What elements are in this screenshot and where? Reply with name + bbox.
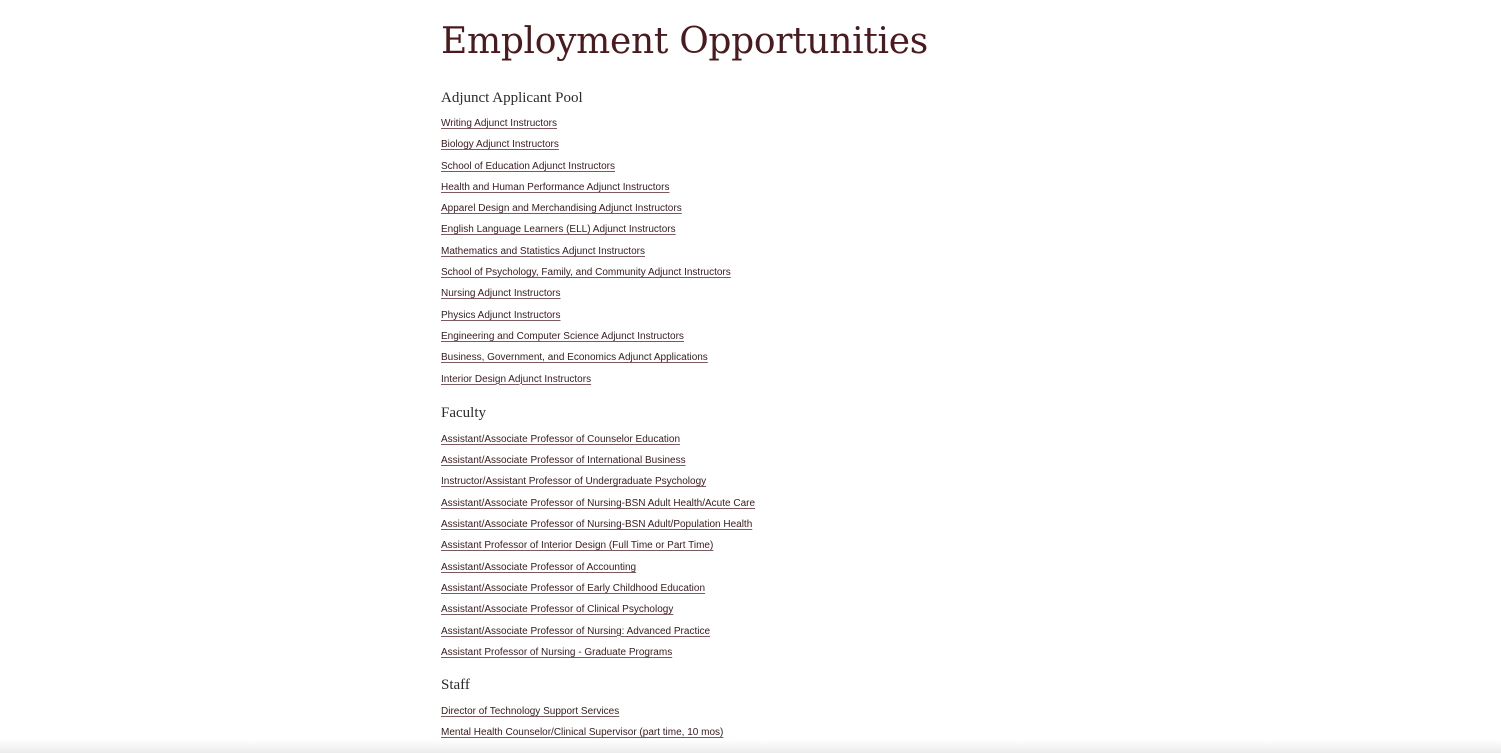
list-item — [441, 557, 1061, 578]
job-list — [441, 701, 1061, 744]
page-title: Employment Opportunities — [441, 21, 928, 62]
list-item — [441, 177, 1061, 198]
job-link[interactable]: Business, Government, and Economics Adjunct Applications — [441, 352, 708, 364]
list-item — [441, 514, 1061, 535]
list-item — [441, 701, 1061, 722]
job-link[interactable]: Health and Human Performance Adjunct Instructors — [441, 181, 670, 193]
list-item — [441, 493, 1061, 514]
job-link[interactable]: Assistant/Associate Professor of International Business — [441, 455, 686, 467]
list-item — [441, 578, 1061, 599]
job-link[interactable]: Director of Technology Support Services — [441, 706, 620, 718]
list-item — [441, 535, 1061, 556]
job-link[interactable]: School of Education Adjunct Instructors — [441, 160, 615, 172]
job-link[interactable]: Assistant/Associate Professor of Nursing-BSN Adult Health/Acute Care — [441, 497, 756, 509]
list-item — [441, 369, 1061, 390]
job-link[interactable]: Nursing Adjunct Instructors — [441, 288, 561, 300]
job-link[interactable]: Apparel Design and Merchandising Adjunct Instructors — [441, 203, 682, 215]
main-content — [441, 0, 1061, 744]
job-list — [441, 113, 1061, 390]
list-item — [441, 621, 1061, 642]
job-link[interactable]: Assistant/Associate Professor of Accounting — [441, 561, 637, 573]
job-link[interactable]: Assistant Professor of Nursing - Graduate Programs — [441, 646, 673, 658]
list-item — [441, 471, 1061, 492]
job-link[interactable]: Assistant/Associate Professor of Nursing: Advanced Practice — [441, 625, 711, 637]
list-item — [441, 262, 1061, 283]
list-item — [441, 113, 1061, 134]
list-item — [441, 283, 1061, 304]
list-item — [441, 241, 1061, 262]
job-link[interactable]: Writing Adjunct Instructors — [441, 118, 557, 129]
section-heading: Faculty — [441, 404, 486, 421]
job-link[interactable]: Interior Design Adjunct Instructors — [441, 373, 592, 385]
section-heading: Adjunct Applicant Pool — [441, 90, 583, 106]
list-item — [441, 642, 1061, 663]
list-item — [441, 156, 1061, 177]
job-link[interactable]: English Language Learners (ELL) Adjunct Instructors — [441, 224, 676, 236]
job-link[interactable]: Engineering and Computer Science Adjunct Instructors — [441, 330, 684, 342]
job-link[interactable]: Assistant/Associate Professor of Clinical Psychology — [441, 604, 674, 616]
job-link[interactable]: Mental Health Counselor/Clinical Supervisor (part time, 10 mos) — [441, 727, 724, 739]
section-faculty — [441, 403, 1061, 663]
job-link[interactable]: Assistant Professor of Interior Design (Full Time or Part Time) — [441, 540, 714, 552]
list-item — [441, 219, 1061, 240]
list-item — [441, 599, 1061, 620]
section-heading: Staff — [441, 677, 470, 694]
section-adjunct-applicant-pool — [441, 88, 1061, 390]
job-link[interactable]: School of Psychology, Family, and Community Adjunct Instructors — [441, 267, 731, 279]
list-item — [441, 347, 1061, 368]
list-item — [441, 198, 1061, 219]
job-link[interactable]: Assistant/Associate Professor of Early Childhood Education — [441, 582, 706, 594]
list-item — [441, 722, 1061, 743]
list-item — [441, 305, 1061, 326]
job-link[interactable]: Biology Adjunct Instructors — [441, 139, 559, 151]
list-item — [441, 450, 1061, 471]
job-list — [441, 429, 1061, 663]
job-link[interactable]: Assistant/Associate Professor of Counselor Education — [441, 433, 681, 445]
job-link[interactable]: Physics Adjunct Instructors — [441, 309, 561, 321]
list-item — [441, 326, 1061, 347]
job-link[interactable]: Mathematics and Statistics Adjunct Instructors — [441, 245, 645, 257]
job-link[interactable]: Instructor/Assistant Professor of Undergraduate Psychology — [441, 476, 707, 488]
list-item — [441, 134, 1061, 155]
job-link[interactable]: Assistant/Associate Professor of Nursing-BSN Adult/Population Health — [441, 519, 753, 531]
list-item — [441, 429, 1061, 450]
section-staff — [441, 675, 1061, 744]
